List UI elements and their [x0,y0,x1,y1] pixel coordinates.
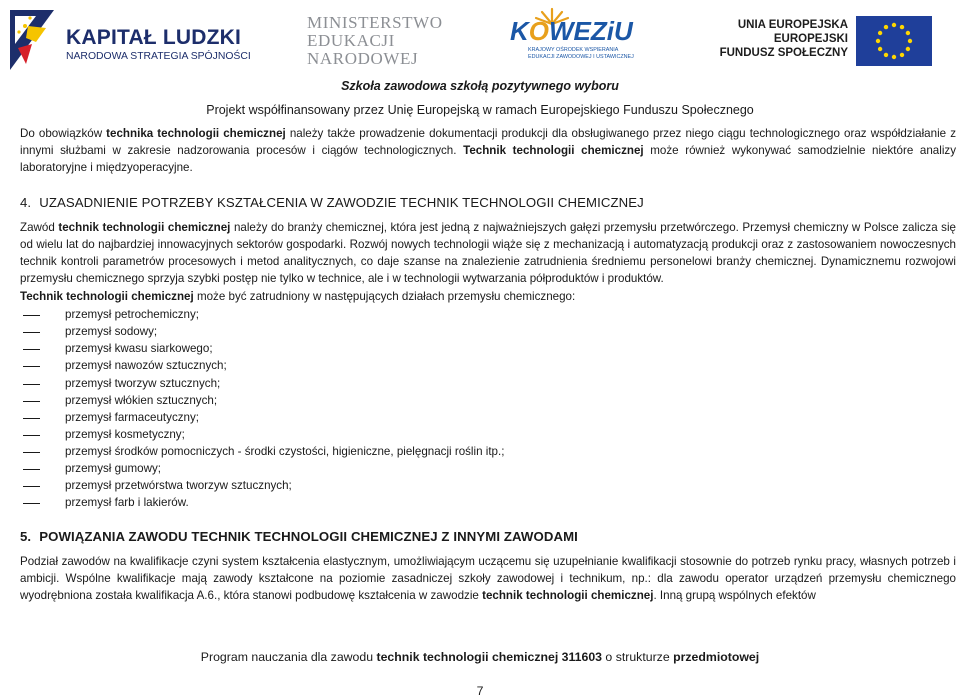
list-item [20,324,956,341]
intro-bold-2: Technik technologii chemicznej [463,143,644,157]
eu-flag-icon [856,16,932,66]
section-5-paragraph-1 [20,554,956,604]
s5-p1-text-2: . Inną grupą wspólnych efektów [653,588,816,602]
dash-bullet-icon [23,418,40,419]
footer-text-1: Program nauczania dla zawodu [200,650,377,664]
list-item [20,427,956,444]
s4-p2-bold: Technik technologii chemicznej [20,290,194,304]
intro-text-3: może również wykonywać samodzielnie niektóre analizy laboratoryjne i międzyoperacyjne. [20,143,956,174]
list-item [20,376,956,393]
footer-text-2: o strukturze [602,650,674,664]
list-item [20,478,956,495]
koweziu-k: K [510,16,529,46]
intro-text-1: Do obowiązków [20,127,107,140]
eu-line-2: EUROPEJSKI [773,33,848,45]
intro-bold-1: technika technologii chemicznej [106,127,286,140]
ministry-line-2: EDUKACJI [307,31,395,50]
s4-p1-text-1: Zawód [20,221,59,235]
list-item [20,444,956,461]
dash-bullet-icon [23,503,40,504]
list-item-text: przemysł kwasu siarkowego; [65,342,213,356]
list-item-text: przemysł kosmetyczny; [65,427,185,441]
intro-text-2: należy także prowadzenie dokumentacji produkcji dla obsługiwanego przez niego ciągu technologicznego oraz współdziałanie z innymi służbami w zakresie nadzorowania procesów i ciągów technologicznych. [20,127,956,157]
section-5-number: 5. [20,529,32,545]
ministry-logo [307,14,457,70]
page-number: 7 [476,684,484,698]
dash-bullet-icon [23,349,40,350]
list-item-text: przemysł środków pomocniczych - środki czystości, higieniczne, pielęgnacji roślin itp.; [65,444,505,458]
list-item-text: przemysł tworzyw sztucznych; [65,376,221,390]
kapital-ludzki-title: KAPITAŁ LUDZKI [66,26,242,49]
s5-p1-text-1: Podział zawodów na kwalifikacje czyni system kształcenia elastycznym, umożliwiającym uczącemu się uzupełnianie kwalifikacji stosownie do potrzeb rynku pracy, własnych potrzeb i ambicji. Wspólne kwalifikacje mają zawody kształcone na poziomie zasadniczej szkoły zawodowej i technikum, np.: dla zawodu operator urządzeń przemysłu chemicznego wyodrębniona została kwalifikacja A.6., która stanowi podbudowę kształcenia w zawodzie [20,555,956,602]
list-item-text: przemysł włókien sztucznych; [65,393,218,407]
ministry-line-1: MINISTERSTWO [307,13,443,32]
footer-bold-1: technik technologii chemicznej 311603 [376,650,603,664]
section-5-title: POWIĄZANIA ZAWODU TECHNIK TECHNOLOGII CHEMICZNEJ Z INNYMI ZAWODAMI [39,529,578,545]
ministry-line-3: NARODOWEJ [307,49,419,68]
section-5-heading [20,529,956,546]
document-body [20,126,956,604]
section-4-heading [20,195,956,212]
dash-bullet-icon [23,401,40,402]
dash-bullet-icon [23,332,40,333]
section-4-number: 4. [20,195,32,211]
list-item [20,495,956,512]
project-motto: Szkoła zawodowa szkołą pozytywnego wyboru [341,79,619,93]
kapital-ludzki-subtitle: NARODOWA STRATEGIA SPÓJNOŚCI [66,51,251,62]
koweziu-sub-line-1: KRAJOWY OŚRODEK WSPIERANIA [528,47,619,53]
list-item-text: przemysł farb i lakierów. [65,496,189,510]
s4-p2-text: może być zatrudniony w następujących działach przemysłu chemicznego: [193,290,576,304]
eu-line-1: UNIA EUROPEJSKA [737,19,848,31]
intro-paragraph [20,126,956,176]
koweziu-sub-line-2: EDUKACJI ZAWODOWEJ I USTAWICZNEJ [528,54,634,60]
list-item [20,410,956,427]
page-footer [0,650,960,664]
kapital-ludzki-logo [6,4,251,74]
eu-line-3: FUNDUSZ SPOŁECZNY [719,47,848,59]
kapital-ludzki-emblem-icon [6,4,62,74]
section-4-paragraph-1 [20,220,956,287]
koweziu-subtitle [528,47,634,61]
list-item-text: przemysł nawozów sztucznych; [65,359,227,373]
list-item-text: przemysł sodowy; [65,325,158,339]
list-item-text: przemysł farmaceutyczny; [65,410,200,424]
dash-bullet-icon [23,469,40,470]
dash-bullet-icon [23,452,40,453]
dash-bullet-icon [23,486,40,487]
list-item [20,341,956,358]
list-item-text: przemysł petrochemiczny; [65,308,200,322]
s4-p1-text-2: należy do branży chemicznej, która jest jedną z najważniejszych gałęzi przemysłu przetwórczego. Przemysł chemiczny w Polsce zalicza się od wielu lat do najbardziej innowacyjnych sektorów gospodarki. Rozwój nowych technologii wiąże się z mechanizacją i automatyzacją produkcji oraz z zastosowaniem nowoczesnych technik kontroli parametrów procesowych i metod analitycznych, co daje szanse na znalezienie zatrudnienia średniemu personelowi branży chemicznej. Dynamicznemu rozwojowi przemysłu chemicznego sprzyja szybki postęp nie tylko w technice, ale i w technologii wytwarzania półproduktów i produktów. [20,221,957,285]
list-item [20,461,956,478]
koweziu-wordmark [510,16,633,47]
industry-list [20,307,956,512]
list-item [20,393,956,410]
section-4-title: UZASADNIENIE POTRZEBY KSZTAŁCENIA W ZAWODZIE TECHNIK TECHNOLOGII CHEMICZNEJ [39,195,644,211]
dash-bullet-icon [23,315,40,316]
list-item-text: przemysł gumowy; [65,462,161,476]
s5-p1-bold: technik technologii chemicznej [482,588,654,602]
cofinancing-note: Projekt współfinansowany przez Unię Europejską w ramach Europejskiego Funduszu Społecznego [206,103,754,117]
document-header [0,0,960,78]
dash-bullet-icon [23,366,40,367]
eu-logo [719,16,960,66]
section-4-paragraph-2 [20,289,956,306]
s4-p1-bold: technik technologii chemicznej [58,221,231,235]
koweziu-rest: WEZiU [549,16,633,46]
koweziu-logo [506,6,636,70]
footer-bold-2: przedmiotowej [673,650,760,664]
list-item [20,307,956,324]
dash-bullet-icon [23,384,40,385]
list-item [20,358,956,375]
dash-bullet-icon [23,435,40,436]
koweziu-o: O [528,16,550,46]
list-item-text: przemysł przetwórstwa tworzyw sztucznych; [65,479,292,493]
